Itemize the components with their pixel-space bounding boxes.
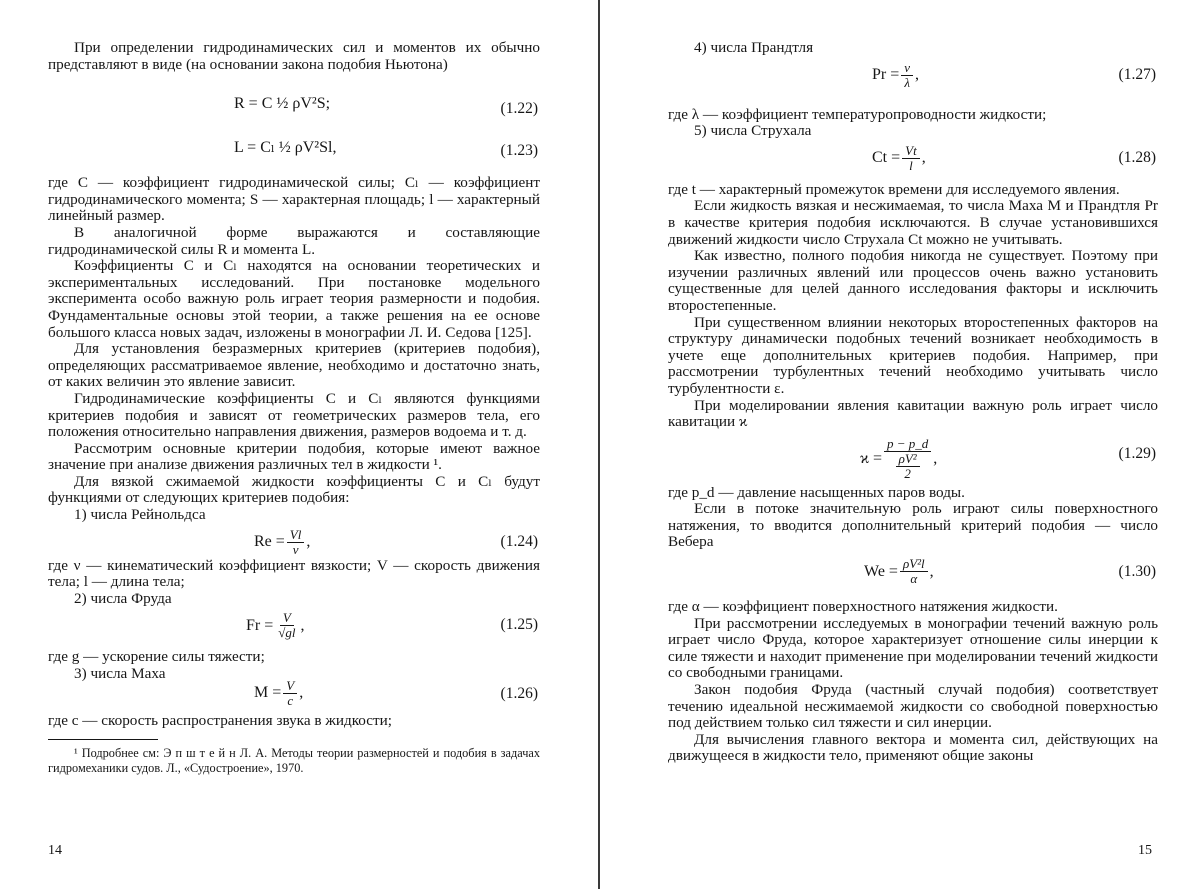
equation-lhs: ϰ = [860,449,882,467]
paragraph: где t — характерный промежуток времени для исследуемого явления. [668,180,1120,198]
paragraph: Коэффициенты C и Cₗ находятся на основании теоретических и экспериментальных исследований. При постановке модельного эксперимента особо важную роль играет теория размерности и подобия. Фундаментальные основы этой теории, а также решения на ее основе большого класса новых задач, изложены в монографии Л. И. Седова [125]. [48,257,540,341]
numerator: ν [901,61,913,76]
equation-formula: R = C ½ ρV²S; [234,95,331,113]
denominator [893,452,923,481]
footnote-rule [48,739,158,740]
paragraph: Если в потоке значительную роль играют силы поверхностного натяжения, то вводится дополнительный критерий подобия — число Вебера [668,500,1158,551]
paragraph: Для вычисления главного вектора и момента сил, действующих на движущееся в жидкости тело, применяют общие законы [668,730,1158,765]
equation-formula [254,528,310,557]
equation-lhs: Fr = [246,616,274,634]
paragraph: где ν — кинематический коэффициент вязкости; V — скорость движения тела; l — длина тела; [48,556,540,591]
equation-number: (1.23) [500,142,538,160]
fraction [884,437,931,481]
equation-formula [872,61,919,90]
denominator: √gl [278,625,296,641]
paragraph: Как известно, полного подобия никогда не существует. Поэтому при изучении различных явлений или процессов очень важно установить существенные для целей данного исследования факторы и исключить второстепенные. [668,247,1158,314]
denominator: 2 [904,465,911,481]
denominator: ν [292,541,299,557]
paragraph: где λ — коэффициент температуропроводности жидкости; [668,105,1047,123]
denominator: c [287,692,294,708]
equation-1-30 [668,551,1158,595]
numerator: V [280,611,294,626]
denominator: α [910,571,918,587]
paragraph: Для вязкой сжимаемой жидкости коэффициенты C и Cₗ будут функциями от следующих критериев подобия: [48,472,540,507]
right-page [668,40,1158,889]
paragraph: где p_d — давление насыщенных паров воды. [668,483,965,501]
equation-number: (1.25) [500,616,538,634]
equation-number: (1.24) [500,532,538,550]
left-page [48,40,540,889]
denominator: l [909,157,913,173]
equation-1-24 [48,524,540,558]
paragraph: где c — скорость распространения звука в жидкости; [48,711,392,729]
equation-1-25 [48,607,540,649]
fraction [902,144,920,173]
list-item: 4) числа Прандтля [694,39,814,56]
equation-1-26 [48,677,540,713]
equation-tail: , [299,684,304,702]
paragraph: где g — ускорение силы тяжести; [48,648,265,666]
equation-tail: , [306,533,311,551]
page-number: 14 [48,843,62,858]
denominator: λ [904,74,910,90]
paragraph: Если жидкость вязкая и несжимаемая, то числа Маха М и Прандтля Pr в качестве критерия подобия исключаются. В случае установившихся движений жидкости число Струхала Ct можно не учитывать. [668,197,1158,248]
equation-lhs: Pr = [872,66,900,84]
footnote: ¹ Подробнее см: Э п ш т е й н Л. А. Методы теории размерностей и подобия в задачах гидромеханики судов. Л., «Судостроение», 1970. [48,746,540,775]
equation-number: (1.26) [500,684,538,702]
paragraph: где α — коэффициент поверхностного натяжения жидкости. [668,598,1058,616]
paragraph: где C — коэффициент гидродинамической силы; Cₗ — коэффициент гидродинамического момента; S — характерная площадь; l — характерный линейный размер. [48,174,540,225]
fraction [275,611,298,640]
paragraph: При рассмотрении исследуемых в монографии течений важную роль играет число Фруда, которое характеризует отношение силы инерции к силе тяжести и находит применение при моделировании течений жидкости со свободными границами. [668,614,1158,682]
numerator: ρV² [896,452,920,467]
numerator: Vt [902,144,920,159]
equation-1-27 [668,57,1158,97]
paragraph: В аналогичной форме выражаются и составляющие гидродинамической силы R и момента L. [48,223,540,258]
equation-tail: , [915,66,920,84]
paragraph: Рассмотрим основные критерии подобия, которые имеют важное значение при анализе движения различных тел в жидкости ¹. [48,439,540,474]
list-item: 3) числа Маха [74,665,166,683]
equation-tail: , [933,449,938,467]
equation-1-28 [668,140,1158,182]
equation-formula [872,144,926,173]
fraction [900,557,928,586]
equation-lhs: M = [254,684,282,702]
equation-lhs: We = [864,562,898,580]
equation-formula [860,437,937,481]
fraction [283,679,297,708]
paragraph: Гидродинамические коэффициенты C и Cₗ являются функциями критериев подобия и зависят от геометрических размеров тела, его положения относительно направления движения, размеров водоема и т. д. [48,389,540,441]
equation-number: (1.27) [1118,65,1156,83]
paragraph: При существенном влиянии некоторых второстепенных факторов на структуру динамически подобных течений возникает необходимость в учете еще дополнительных критериев подобия. Например, при рассмотрении турбулентных течений необходимо учитывать число турбулентности ε. [668,313,1158,397]
paragraph: При определении гидродинамических сил и моментов их обычно представляют в виде (на основании закона подобия Ньютона) [48,39,540,73]
equation-formula: L = Cₗ ½ ρV²Sl, [234,139,337,157]
fraction [287,528,305,557]
list-item: 1) числа Рейнольдса [74,506,206,524]
equation-lhs: Ct = [872,149,901,167]
equation-1-22 [48,91,540,121]
page-number: 15 [1138,843,1152,858]
list-item: 5) числа Струхала [694,122,812,140]
equation-formula [246,611,305,640]
numerator: V [283,679,297,694]
equation-lhs: Re = [254,533,285,551]
paragraph: Для установления безразмерных критериев (критериев подобия), определяющих рассматриваемое явление, необходимо и достаточно знать, от каких величин это явление зависит. [48,340,540,391]
fraction [901,61,913,90]
equation-tail: , [929,562,934,580]
numerator: p − p_d [884,437,931,452]
page-gutter [598,0,600,889]
equation-tail: , [300,616,305,634]
paragraph: Закон подобия Фруда (частный случай подобия) соответствует течению идеальной несжимаемой жидкости со свободной поверхностью под действием только сил тяжести и сил инерции. [668,681,1158,732]
equation-formula [864,557,934,586]
numerator: Vl [287,528,305,543]
list-item: 2) числа Фруда [74,589,172,607]
equation-tail: , [921,149,926,167]
equation-1-29 [668,431,1158,485]
equation-number: (1.30) [1118,563,1156,581]
equation-number: (1.28) [1118,148,1156,166]
numerator: ρV²l [900,557,928,572]
equation-1-23 [48,133,540,163]
paragraph: При моделировании явления кавитации важную роль играет число кавитации ϰ [668,396,1158,431]
equation-formula [254,679,303,708]
equation-number: (1.29) [1118,444,1156,462]
nested-fraction [896,452,920,481]
equation-number: (1.22) [500,100,538,118]
